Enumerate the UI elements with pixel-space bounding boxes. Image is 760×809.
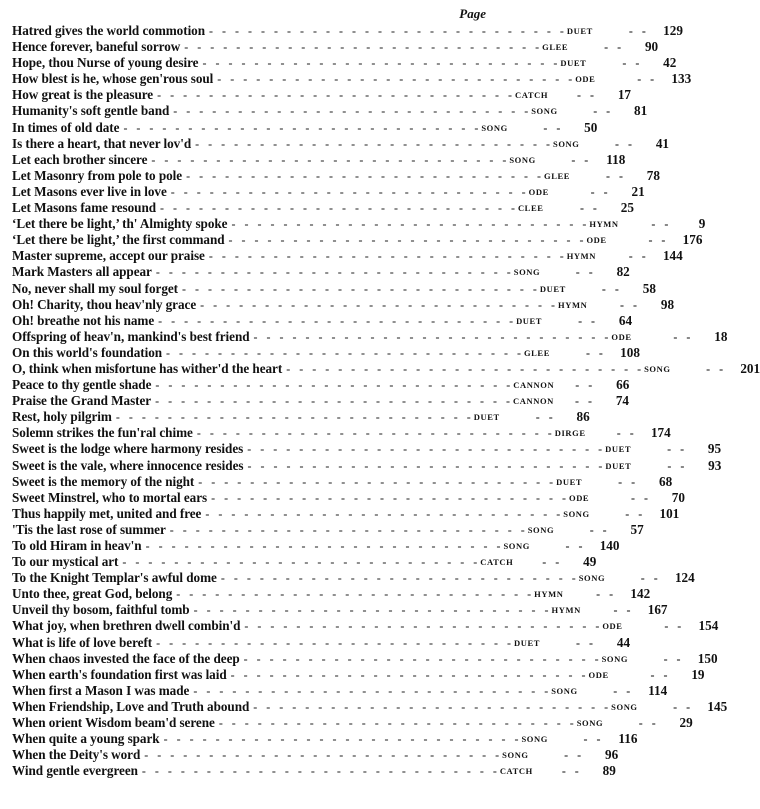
entry-type: CANNON (513, 396, 554, 407)
entry-page-number: 81 (634, 103, 648, 119)
leader-dots: - - (593, 104, 614, 119)
entry-page-number: 68 (658, 473, 673, 489)
entry-type: DUET (560, 58, 587, 69)
entry-title: Wind gentle evergreen (12, 763, 138, 779)
leader-dots: - - - - - - - - - - - - - - - - - - - - - - - - - - - - (193, 603, 552, 618)
index-entry (12, 698, 728, 715)
leader-dots: - - - - - - - - - - - - - - - - - - - - - - - - - - - - (123, 120, 482, 135)
leader-dots: - - - - - - - - - - - - - - - - - - - - - - - - - - - - (218, 716, 577, 731)
entry-type: DUET (605, 444, 632, 455)
leader-dots: - - (616, 426, 637, 441)
leader-dots: - - (590, 184, 611, 199)
leader-dots: - - - - - - - - - - - - - - - - - - - - - - - - - - - - (217, 72, 576, 87)
entry-title: No, never shall my soul forget (12, 280, 179, 296)
page-column-heading: Page (459, 6, 486, 21)
leader-dots: - - - - - - - - - - - - - - - - - - - - - - - - - - - - (151, 152, 510, 167)
entry-title: Sweet Minstrel, who to mortal ears (12, 489, 208, 505)
leader-dots: - - - - - - - - - - - - - - - - - - - - - - - - - - - - (230, 667, 589, 682)
entry-type: ODE (602, 621, 623, 632)
entry-page-number: 19 (691, 666, 705, 682)
entry-title: What is life of love bereft (12, 634, 153, 650)
leader-dots: - - - - - - - - - - - - - - - - - - - - - - - - - - - - (122, 555, 481, 570)
entry-title: Hatred gives the world commotion (12, 23, 206, 38)
entry-page-number: 101 (659, 505, 680, 521)
entry-title: Oh! Charity, thou heav'nly grace (12, 296, 197, 312)
entry-page-number: 108 (620, 344, 640, 360)
leader-dots: - - - - - - - - - - - - - - - - - - - - - - - - - - - - (186, 168, 544, 183)
index-entry (12, 505, 680, 522)
leader-dots: - - (575, 265, 596, 280)
leader-dots: - - - - - - - - - - - - - - - - - - - - - - - - - - - - (145, 539, 504, 553)
index-entry (12, 538, 620, 554)
entry-title: How great is the pleasure (12, 87, 154, 103)
entry-page-number: 41 (655, 135, 670, 151)
entry-type: GLEE (543, 170, 571, 181)
leader-dots: - - - - - - - - - - - - - - - - - - - - - - - - - - - - (243, 651, 602, 666)
index-entry (12, 570, 695, 586)
entry-page-number: 176 (682, 232, 703, 248)
leader-dots: - - - - - - - - - - - - - - - - - - - - - - - - - - - - (184, 40, 543, 55)
leader-dots: - - - - - - - - - - - - - - - - - - - - - - - - - - - - (211, 490, 569, 505)
leader-dots: - - - - - - - - - - - - - - - - - - - - - - - - - - - - (157, 88, 516, 103)
entry-type: HYMN (589, 219, 619, 230)
leader-dots: - - (651, 217, 672, 232)
index-entry (12, 103, 648, 119)
leader-dots: - - (664, 619, 685, 634)
entry-type: CLEE (517, 203, 544, 214)
entry-title: Mark Masters all appear (12, 264, 152, 280)
entry-title: Let Masons ever live in love (12, 183, 167, 199)
index-entry (12, 393, 630, 409)
index-entry (12, 682, 668, 699)
index-entry (12, 618, 719, 634)
entry-type: SONG (521, 734, 548, 745)
leader-dots: - - (667, 458, 688, 473)
entry-title: When earth's foundation first was laid (12, 666, 227, 682)
entry-type: GLEE (542, 42, 569, 53)
leader-dots: - - (571, 152, 592, 167)
index-entry (12, 232, 703, 248)
leader-dots: - - (604, 40, 625, 55)
leader-dots: - - (542, 555, 563, 570)
leader-dots: - - (667, 442, 688, 457)
entry-title: Praise the Grand Master (12, 393, 152, 409)
entry-title: To old Hiram in heav'n (12, 538, 142, 553)
index-entry (12, 457, 722, 474)
entry-page-number: 98 (660, 296, 675, 312)
entry-title: On this world's foundation (12, 344, 163, 360)
entry-page-number: 58 (642, 280, 656, 296)
entry-type: CATCH (515, 90, 549, 101)
entry-page-number: 21 (631, 183, 645, 199)
leader-dots: - - (589, 522, 610, 537)
entry-type: HYMN (566, 251, 597, 262)
leader-dots: - - (637, 72, 658, 87)
index-list (12, 23, 760, 779)
entry-page-number: 133 (671, 71, 692, 87)
entry-type: ODE (586, 235, 607, 246)
leader-dots: - - (561, 764, 582, 779)
index-entry (12, 87, 632, 103)
index-entry (12, 715, 693, 731)
entry-page-number: 42 (663, 55, 677, 71)
entry-title: When first a Mason I was made (12, 682, 190, 698)
leader-dots: - - - - - - - - - - - - - - - - - - - - - - - - - - - - (166, 345, 524, 360)
leader-dots: - - (585, 345, 606, 360)
index-entry (12, 521, 644, 538)
entry-type: SONG (551, 685, 578, 696)
leader-dots: - - (575, 394, 596, 409)
entry-title: Unveil thy bosom, faithful tomb (12, 602, 190, 618)
entry-type: SONG (531, 106, 558, 117)
entry-page-number: 78 (646, 167, 660, 183)
entry-page-number: 93 (708, 457, 722, 473)
entry-page-number: 150 (697, 650, 718, 666)
entry-type: DUET (514, 637, 541, 648)
entry-page-number: 154 (698, 618, 719, 634)
entry-title: Sweet is the lodge where harmony resides (12, 441, 244, 457)
entry-page-number: 89 (602, 763, 616, 779)
leader-dots: - - - - - - - - - - - - - - - - - - - - - - - - - - - - (115, 410, 474, 425)
entry-title: Let Masons fame resound (12, 200, 157, 216)
leader-dots: - - (579, 201, 600, 216)
entry-type: ODE (611, 331, 632, 342)
entry-page-number: 96 (604, 747, 619, 763)
entry-page-number: 9 (698, 216, 706, 232)
entry-type: DUET (566, 26, 593, 36)
entry-page-number: 124 (674, 570, 695, 586)
leader-dots: - - (630, 490, 651, 505)
entry-type: SONG (644, 363, 671, 374)
index-entry (12, 167, 660, 184)
entry-page-number: 144 (662, 248, 683, 264)
leader-dots: - - (613, 683, 634, 698)
entry-title: Humanity's soft gentle band (12, 103, 170, 119)
entry-type: SONG (513, 267, 541, 278)
entry-type: GLEE (523, 347, 550, 358)
leader-dots: - - (605, 168, 626, 183)
entry-page-number: 44 (616, 634, 631, 650)
entry-title: When chaos invested the face of the deep (12, 650, 240, 666)
leader-dots: - - (628, 24, 649, 38)
entry-page-number: 57 (630, 521, 644, 537)
entry-type: DUET (605, 460, 632, 471)
entry-page-number: 142 (630, 586, 651, 602)
entry-type: HYMN (534, 589, 564, 600)
entry-title: When orient Wisdom beam'd serene (12, 715, 215, 731)
leader-dots: - - (638, 716, 659, 731)
leader-dots: - - (706, 361, 727, 376)
leader-dots: - - (650, 667, 671, 682)
leader-dots: - - (615, 136, 636, 151)
entry-page-number: 82 (616, 264, 630, 280)
index-entry (12, 586, 651, 602)
entry-title: Solemn strikes the fun'ral chime (12, 425, 193, 441)
entry-type: ODE (575, 74, 596, 85)
entry-title: How blest is he, whose gen'rous soul (12, 71, 214, 87)
entry-page-number: 114 (648, 682, 668, 698)
entry-page-number: 50 (584, 119, 598, 135)
entry-type: ODE (528, 186, 549, 197)
entry-page-number: 25 (620, 200, 634, 216)
entry-page-number: 95 (707, 441, 722, 457)
index-entry (12, 55, 677, 71)
entry-page-number: 70 (671, 489, 685, 505)
entry-page-number: 116 (618, 731, 638, 747)
entry-type: SONG (527, 524, 555, 535)
leader-dots: - - - - - - - - - - - - - - - - - - - - - - - - - - - - (176, 587, 535, 602)
index-entry (12, 248, 683, 264)
entry-page-number: 17 (617, 87, 632, 103)
entry-title: Let Masonry from pole to pole (12, 167, 183, 183)
leader-dots: - - - - - - - - - - - - - - - - - - - - - - - - - - - - (247, 458, 606, 473)
index-entry (12, 216, 706, 232)
entry-title: To our mystical art (12, 554, 119, 570)
entry-type: SONG (553, 138, 580, 149)
entry-title: To the Knight Templar's awful dome (12, 570, 217, 586)
leader-dots: - - (601, 281, 622, 296)
index-entry (12, 377, 630, 393)
leader-dots: - - - - - - - - - - - - - - - - - - - - - - - - - - - - (160, 201, 518, 216)
entry-page-number: 49 (583, 554, 597, 570)
entry-type: ODE (568, 492, 590, 503)
index-entry (12, 731, 638, 747)
entry-title: Sweet is the memory of the night (12, 473, 195, 489)
leader-dots: - - - - - - - - - - - - - - - - - - - - - - - - - - - - (209, 24, 567, 38)
entry-type: DIRGE (554, 428, 586, 439)
index-entry (12, 747, 619, 763)
leader-dots: - - - - - - - - - - - - - - - - - - - - - - - - - - - - (173, 104, 532, 119)
leader-dots: - - - - - - - - - - - - - - - - - - - - - - - - - - - - (163, 732, 522, 747)
entry-type: CATCH (480, 557, 514, 568)
entry-title: O, think when misfortune has wither'd the heart (12, 360, 283, 376)
entry-type: DUET (516, 315, 543, 326)
entry-type: SONG (578, 573, 606, 584)
entry-type: SONG (563, 508, 590, 519)
leader-dots: - - - - - - - - - - - - - - - - - - - - - - - - - - - - (169, 522, 528, 537)
entry-title: Thus happily met, united and free (12, 505, 202, 521)
leader-dots: - - (613, 603, 634, 618)
leader-dots: - - (596, 587, 617, 602)
entry-type: SONG (481, 122, 508, 133)
leader-dots: - - (565, 539, 586, 553)
index-entry (12, 409, 590, 425)
leader-dots: - - - - - - - - - - - - - - - - - - - - - - - - - - - - (155, 394, 514, 409)
entry-page-number: 167 (647, 602, 668, 618)
leader-dots: - - (564, 748, 585, 763)
leader-dots: - - (535, 410, 556, 425)
leader-dots: - - - - - - - - - - - - - - - - - - - - - - - - - - - - (196, 426, 555, 441)
index-entry (12, 135, 670, 152)
index-entry (12, 312, 633, 329)
entry-type: HYMN (551, 605, 581, 616)
entry-title: Let each brother sincere (12, 151, 148, 167)
leader-dots: - - - - - - - - - - - - - - - - - - - - - - - - - - - - (198, 474, 557, 489)
leader-dots: - - (578, 313, 599, 328)
leader-dots: - - - - - - - - - - - - - - - - - - - - - - - - - - - - (156, 635, 515, 650)
leader-dots: - - (648, 233, 669, 248)
leader-dots: - - - - - - - - - - - - - - - - - - - - - - - - - - - - (193, 683, 552, 698)
entry-type: CATCH (499, 766, 533, 777)
entry-page-number: 140 (599, 538, 620, 553)
leader-dots: - - (618, 474, 639, 489)
entry-page-number: 74 (615, 393, 630, 409)
index-entry (12, 360, 760, 377)
entry-title: Sweet is the vale, where innocence resides (12, 457, 244, 473)
index-entry (12, 763, 616, 779)
index-entry (12, 602, 668, 618)
leader-dots: - - - - - - - - - - - - - - - - - - - - - - - - - - - - (144, 748, 503, 763)
entry-type: SONG (509, 154, 536, 165)
entry-page-number: 145 (707, 698, 728, 714)
leader-dots: - - - - - - - - - - - - - - - - - - - - - - - - - - - - (155, 378, 514, 393)
leader-dots: - - - - - - - - - - - - - - - - - - - - - - - - - - - - (202, 56, 561, 71)
entry-type: SONG (611, 701, 638, 712)
leader-dots: - - - - - - - - - - - - - - - - - - - - - - - - - - - - (208, 249, 567, 264)
leader-dots: - - - - - - - - - - - - - - - - - - - - - - - - - - - - (253, 329, 612, 344)
entry-title: ‘Let there be light,’ the first command (12, 232, 225, 248)
entry-page-number: 29 (679, 715, 693, 731)
entry-page-number: 129 (663, 23, 683, 38)
leader-dots: - - - - - - - - - - - - - - - - - - - - - - - - - - - - (195, 136, 554, 151)
entry-title: What joy, when brethren dwell combin'd (12, 618, 241, 634)
leader-dots: - - - - - - - - - - - - - - - - - - - - - - - - - - - - (182, 281, 540, 296)
entry-page-number: 64 (618, 312, 633, 328)
index-entry (12, 650, 718, 667)
index-entry (12, 473, 673, 490)
leader-dots: - - - - - - - - - - - - - - - - - - - - - - - - - - - - (253, 699, 612, 714)
entry-title: Hope, thou Nurse of young desire (12, 55, 199, 71)
leader-dots: - - (583, 732, 604, 747)
entry-type: ODE (588, 669, 609, 680)
entry-page-number: 86 (576, 409, 590, 425)
index-entry (12, 441, 722, 457)
index-entry (12, 23, 683, 39)
entry-title: 'Tis the last rose of summer (12, 521, 166, 537)
leader-dots: - - - - - - - - - - - - - - - - - - - - - - - - - - - - (247, 442, 606, 457)
index-entry (12, 264, 630, 280)
leader-dots: - - (543, 120, 564, 135)
entry-type: DUET (473, 412, 500, 423)
leader-dots: - - - - - - - - - - - - - - - - - - - - - - - - - - - - (205, 506, 564, 521)
leader-dots: - - - - - - - - - - - - - - - - - - - - - - - - - - - - (155, 265, 514, 280)
leader-dots: - - (577, 88, 598, 103)
index-entry (12, 200, 634, 216)
index-entry (12, 634, 631, 651)
entry-title: Unto thee, great God, belong (12, 586, 173, 602)
leader-dots: - - (620, 297, 641, 312)
leader-dots: - - (622, 56, 643, 71)
index-entry (12, 425, 671, 441)
leader-dots: - - - - - - - - - - - - - - - - - - - - - - - - - - - - (158, 313, 517, 328)
leader-dots: - - - - - - - - - - - - - - - - - - - - - - - - - - - - (244, 619, 603, 634)
entry-type: SONG (503, 541, 530, 551)
entry-type: DUET (539, 283, 566, 294)
leader-dots: - - (640, 571, 661, 586)
leader-dots: - - (673, 699, 694, 714)
entry-page-number: 118 (606, 151, 626, 167)
index-entry (12, 39, 659, 55)
entry-type: SONG (576, 718, 604, 729)
entry-type: SONG (502, 750, 529, 761)
leader-dots: - - - - - - - - - - - - - - - - - - - - - - - - - - - - (170, 184, 529, 199)
index-entry (12, 554, 597, 570)
index-entry (12, 344, 640, 361)
index-entry (12, 280, 656, 297)
index-entry (12, 119, 598, 136)
index-entry (12, 666, 705, 683)
entry-title: When quite a young spark (12, 731, 160, 747)
index-entry (12, 328, 728, 345)
leader-dots: - - - - - - - - - - - - - - - - - - - - - - - - - - - - (286, 361, 645, 376)
entry-title: Rest, holy pilgrim (12, 409, 112, 425)
entry-type: SONG (601, 653, 629, 664)
entry-type: CANNON (513, 380, 555, 391)
index-entry (12, 296, 675, 313)
entry-title: Is there a heart, that never lov'd (12, 135, 192, 151)
leader-dots: - - (663, 651, 684, 666)
entry-page-number: 66 (616, 377, 630, 393)
leader-dots: - - (576, 635, 597, 650)
index-entry (12, 489, 685, 506)
entry-title: When Friendship, Love and Truth abound (12, 698, 250, 714)
entry-title: Peace to thy gentle shade (12, 377, 152, 393)
entry-title: Hence forever, baneful sorrow (12, 39, 181, 55)
entry-title: Master supreme, accept our praise (12, 248, 205, 264)
entry-title: In times of old date (12, 119, 120, 135)
entry-page-number: 18 (714, 328, 728, 344)
leader-dots: - - (575, 378, 596, 393)
leader-dots: - - - - - - - - - - - - - - - - - - - - - - - - - - - - (228, 233, 587, 248)
entry-page-number: 90 (644, 39, 659, 55)
index-entry (12, 151, 626, 168)
index-entry (12, 183, 645, 200)
leader-dots: - - - - - - - - - - - - - - - - - - - - - - - - - - - - (220, 571, 579, 586)
index-entry (12, 71, 692, 87)
leader-dots: - - - - - - - - - - - - - - - - - - - - - - - - - - - - (200, 297, 559, 312)
entry-title: When the Deity's word (12, 747, 141, 763)
leader-dots: - - - - - - - - - - - - - - - - - - - - - - - - - - - - (141, 764, 500, 779)
entry-page-number: 174 (650, 425, 671, 441)
leader-dots: - - (625, 506, 646, 521)
entry-page-number: 201 (740, 360, 760, 376)
leader-dots: - - - - - - - - - - - - - - - - - - - - - - - - - - - - (231, 217, 590, 232)
entry-type: HYMN (558, 299, 588, 310)
entry-title: Offspring of heav'n, mankind's best friend (12, 328, 250, 344)
entry-title: ‘Let there be light,’ th' Almighty spoke (12, 216, 228, 232)
leader-dots: - - (673, 329, 694, 344)
entry-type: DUET (556, 476, 583, 487)
entry-title: Oh! breathe not his name (12, 312, 155, 328)
leader-dots: - - (628, 249, 649, 264)
